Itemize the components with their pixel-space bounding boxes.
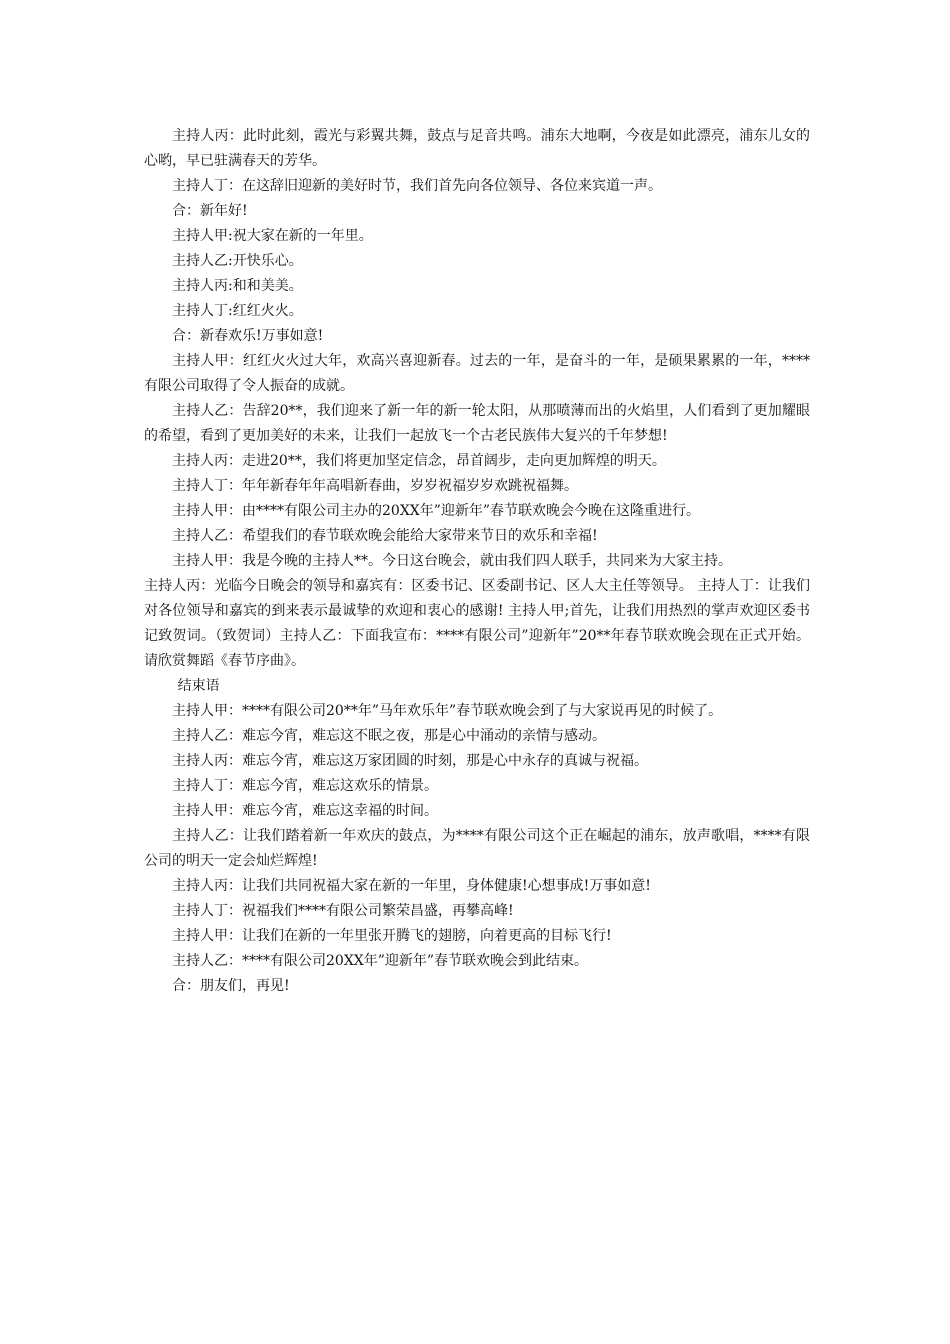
paragraph: 主持人丙：走进20**，我们将更加坚定信念，昂首阔步，走向更加辉煌的明天。 bbox=[172, 453, 666, 469]
paragraph: 主持人乙:开快乐心。 bbox=[172, 253, 303, 269]
paragraph: 主持人丁：在这辞旧迎新的美好时节，我们首先向各位领导、各位来宾道一声。 bbox=[172, 178, 662, 194]
paragraph: 合：新春欢乐!万事如意! bbox=[172, 328, 324, 344]
paragraph: 主持人甲：由****有限公司主办的20XX年”迎新年”春节联欢晚会今晚在这隆重进行。 bbox=[172, 503, 701, 519]
paragraph: 主持人甲：难忘今宵，难忘这幸福的时间。 bbox=[172, 803, 438, 819]
paragraph: 主持人丙：此时此刻，霞光与彩翼共舞，鼓点与足音共鸣。浦东大地啊，今夜是如此漂亮，浦东儿女的心哟，早已驻满春天的芳华。 bbox=[144, 128, 810, 169]
paragraph: 主持人乙：让我们踏着新一年欢庆的鼓点，为****有限公司这个正在崛起的浦东，放声歌唱，****有限公司的明天一定会灿烂辉煌! bbox=[144, 828, 810, 869]
paragraph: 主持人甲：****有限公司20**年”马年欢乐年”春节联欢晚会到了与大家说再见的时候了。 bbox=[172, 703, 723, 719]
paragraph: 主持人乙：希望我们的春节联欢晚会能给大家带来节日的欢乐和幸福! bbox=[172, 528, 598, 544]
paragraph: 主持人乙：难忘今宵，难忘这不眠之夜，那是心中涌动的亲情与感动。 bbox=[172, 728, 606, 744]
paragraph: 主持人乙：告辞20**，我们迎来了新一年的新一轮太阳，从那喷薄而出的火焰里，人们看到了更加耀眼的希望，看到了更加美好的未来，让我们一起放飞一个古老民族伟大复兴的千年梦想! bbox=[144, 403, 810, 444]
paragraph: 主持人甲：让我们在新的一年里张开腾飞的翅膀，向着更高的目标飞行! bbox=[172, 928, 612, 944]
paragraph: 主持人甲：红红火火过大年，欢高兴喜迎新春。过去的一年，是奋斗的一年，是硕果累累的一年，****有限公司取得了令人振奋的成就。 bbox=[144, 353, 810, 394]
paragraph: 主持人丙：光临今日晚会的领导和嘉宾有：区委书记、区委副书记、区人大主任等领导。 主持人丁：让我们对各位领导和嘉宾的到来表示最诚挚的欢迎和衷心的感谢! 主持人甲;首先，让我们用热烈的掌声欢迎区委书记致贺词。（致贺词）主持人乙：下面我宣布：****有限公司”迎新年”20**年春节联欢晚会现在正式开始。请欣赏舞蹈《春节序曲》。 bbox=[144, 578, 810, 669]
section-heading: 结束语 bbox=[177, 678, 220, 694]
paragraph: 主持人甲:祝大家在新的一年里。 bbox=[172, 228, 373, 244]
paragraph: 合：朋友们，再见! bbox=[172, 978, 290, 994]
paragraph: 主持人丁：年年新春年年高唱新春曲，岁岁祝福岁岁欢跳祝福舞。 bbox=[172, 478, 578, 494]
document-page bbox=[144, 124, 810, 999]
paragraph: 主持人丁：祝福我们****有限公司繁荣昌盛，再攀高峰! bbox=[172, 903, 514, 919]
paragraph: 主持人丁:红红火火。 bbox=[172, 303, 303, 319]
paragraph: 主持人丙：让我们共同祝福大家在新的一年里，身体健康!心想事成!万事如意! bbox=[172, 878, 651, 894]
paragraph: 主持人丙:和和美美。 bbox=[172, 278, 303, 294]
paragraph: 合：新年好! bbox=[172, 203, 248, 219]
paragraph: 主持人丙：难忘今宵，难忘这万家团圆的时刻，那是心中永存的真诚与祝福。 bbox=[172, 753, 648, 769]
paragraph: 主持人乙：****有限公司20XX年”迎新年”春节联欢晚会到此结束。 bbox=[172, 953, 589, 969]
paragraph: 主持人甲：我是今晚的主持人**。今日这台晚会，就由我们四人联手，共同来为大家主持。 bbox=[172, 553, 732, 569]
paragraph: 主持人丁：难忘今宵，难忘这欢乐的情景。 bbox=[172, 778, 438, 794]
